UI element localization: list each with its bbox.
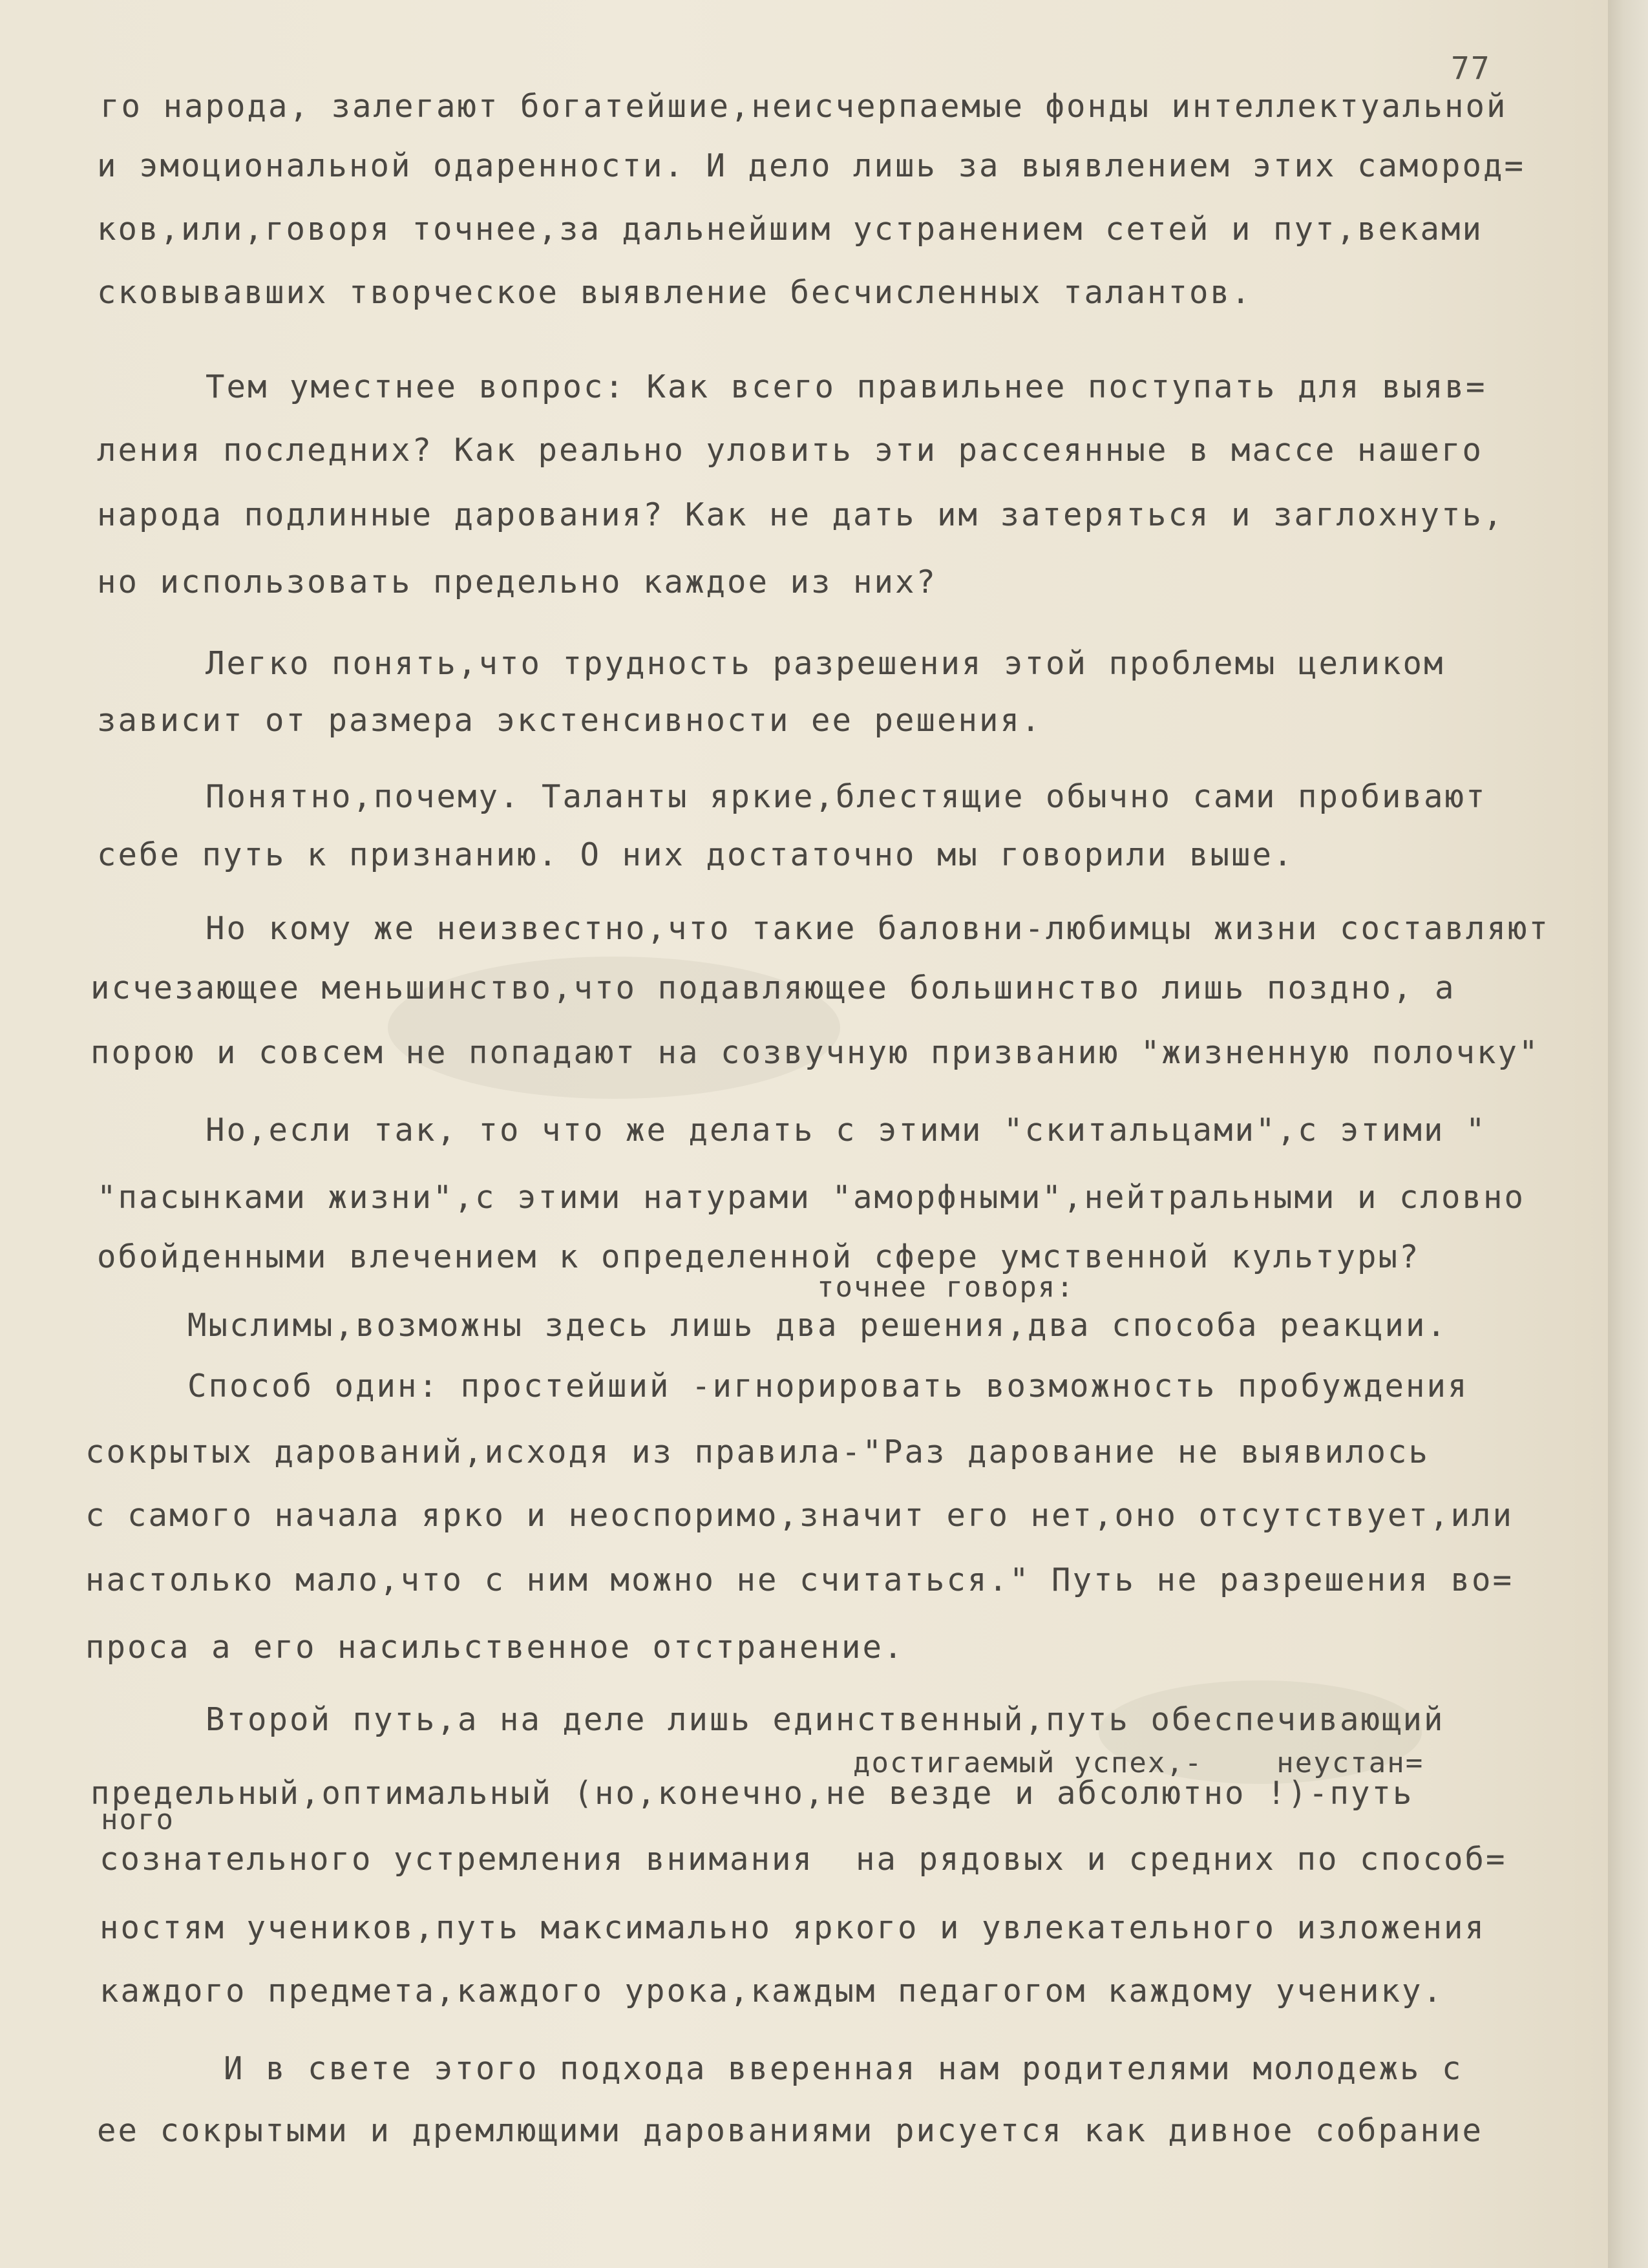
text-insertion: точнее говоря: [817, 1271, 1075, 1304]
text-line: и эмоциональной одаренности. И дело лишь за выявлением этих самород= [97, 147, 1526, 184]
text-line: сокрытых дарований,исходя из правила-"Раз дарование не выявилось [85, 1434, 1430, 1470]
text-line: Но,если так, то что же делать с этими "скитальцами",с этими " [206, 1112, 1487, 1149]
page-number: 77 [1451, 50, 1491, 87]
text-insertion: достигаемый успех,- неустан= [853, 1746, 1424, 1779]
text-line: Второй путь,а на деле лишь единственный,путь обеспечивающий [206, 1701, 1445, 1738]
text-line: с самого начала ярко и неоспоримо,значит его нет,оно отсутствует,или [85, 1497, 1514, 1534]
text-line: Способ один: простейший -игнорировать возможность пробуждения [187, 1368, 1469, 1404]
text-line: Мыслимы,возможны здесь лишь два решения,два способа реакции. [187, 1307, 1448, 1344]
text-line: народа подлинные дарования? Как не дать им затеряться и заглохнуть, [97, 496, 1505, 533]
text-line: Легко понять,что трудность разрешения этой проблемы целиком [206, 645, 1445, 682]
text-line: каждого предмета,каждого урока,каждым педагогом каждому ученику. [100, 1973, 1444, 2009]
text-line: Понятно,почему. Таланты яркие,блестящие обычно сами пробивают [206, 778, 1487, 815]
text-insertion: ного [101, 1803, 174, 1836]
text-line: И в свете этого подхода вверенная нам родителями молодежь с [224, 2050, 1463, 2087]
text-line: ления последних? Как реально уловить эти рассеянные в массе нашего [97, 432, 1484, 469]
text-line: зависит от размера экстенсивности ее решения. [97, 702, 1042, 739]
text-line: ков,или,говоря точнее,за дальнейшим устранением сетей и пут,веками [97, 211, 1484, 248]
text-line: ее сокрытыми и дремлющими дарованиями рисуется как дивное собрание [97, 2112, 1484, 2149]
text-line: "пасынками жизни",с этими натурами "аморфными",нейтральными и словно [97, 1179, 1526, 1216]
text-line: обойденными влечением к определенной сфере умственной культуры? [97, 1238, 1421, 1275]
text-line: предельный,оптимальный (но,конечно,не везде и абсолютно !)-путь [90, 1775, 1414, 1812]
text-line: Но кому же неизвестно,что такие баловни-любимцы жизни составляют [206, 910, 1550, 947]
text-line: го народа, залегают богатейшие,неисчерпаемые фонды интеллектуальной [100, 88, 1508, 125]
text-line: порою и совсем не попадают на созвучную призванию "жизненную полочку" [90, 1034, 1540, 1071]
text-line: настолько мало,что с ним можно не считаться." Путь не разрешения во= [85, 1562, 1514, 1598]
text-line: исчезающее меньшинство,что подавляющее большинство лишь поздно, а [90, 970, 1456, 1006]
text-line: сковывавших творческое выявление бесчисленных талантов. [97, 274, 1252, 311]
text-line: ностям учеников,путь максимально яркого и увлекательного изложения [100, 1909, 1486, 1946]
paper-edge [1608, 0, 1648, 2268]
text-line: но использовать предельно каждое из них? [97, 564, 938, 600]
text-line: себе путь к признанию. О них достаточно мы говорили выше. [97, 836, 1294, 873]
text-line: Тем уместнее вопрос: Как всего правильнее поступать для выяв= [206, 368, 1487, 405]
text-line: сознательного устремления внимания на рядовых и средних по способ= [100, 1841, 1507, 1878]
text-line: проса а его насильственное отстранение. [85, 1629, 905, 1666]
